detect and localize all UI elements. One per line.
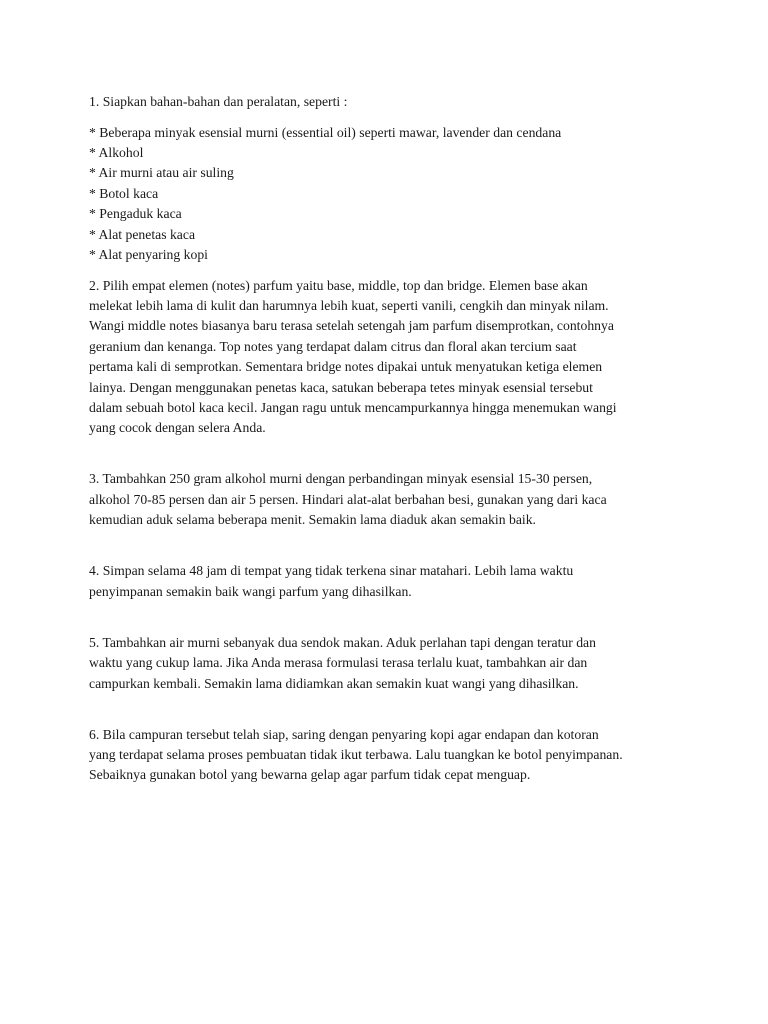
paragraph-line: geranium dan kenanga. Top notes yang terdapat dalam citrus dan floral akan tercium saat [89, 338, 577, 354]
paragraph-line: campurkan kembali. Semakin lama didiamkan akan semakin kuat wangi yang dihasilkan. [89, 675, 579, 691]
paragraph-line: Wangi middle notes biasanya baru terasa setelah setengah jam parfum disemprotkan, contohnya [89, 318, 614, 334]
paragraph-line: 4. Simpan selama 48 jam di tempat yang tidak terkena sinar matahari. Lebih lama waktu [89, 563, 574, 579]
paragraph-line: 6. Bila campuran tersebut telah siap, saring dengan penyaring kopi agar endapan dan kotoran [89, 726, 599, 742]
paragraph-line: waktu yang cukup lama. Jika Anda merasa formulasi terasa terlalu kuat, tambahkan air dan [89, 655, 588, 671]
paragraph-line: kemudian aduk selama beberapa menit. Semakin lama diaduk akan semakin baik. [89, 512, 536, 528]
ingredient-item: * Pengaduk kaca [89, 206, 182, 222]
step-1-intro: 1. Siapkan bahan-bahan dan peralatan, seperti : [89, 94, 348, 109]
ingredient-item: * Alat penetas kaca [89, 226, 196, 242]
paragraph-line: Sebaiknya gunakan botol yang bewarna gelap agar parfum tidak cepat menguap. [89, 767, 531, 783]
ingredient-item: * Beberapa minyak esensial murni (essential oil) seperti mawar, lavender dan cendana [89, 124, 562, 140]
paragraph-line: melekat lebih lama di kulit dan harumnya lebih kuat, seperti vanili, cengkih dan minyak nilam. [89, 298, 609, 314]
step-3-paragraph [89, 469, 689, 530]
paragraph-line: 2. Pilih empat elemen (notes) parfum yaitu base, middle, top dan bridge. Elemen base akan [89, 277, 588, 293]
paragraph-line: 3. Tambahkan 250 gram alkohol murni dengan perbandingan minyak esensial 15-30 persen, [89, 471, 593, 487]
ingredient-item: * Air murni atau air suling [89, 165, 234, 181]
ingredient-item: * Alkohol [89, 145, 144, 160]
paragraph-line: yang cocok dengan selera Anda. [89, 420, 266, 436]
step-6-paragraph [89, 725, 689, 786]
step-1-section [89, 92, 689, 265]
step-4-paragraph [89, 561, 689, 602]
paragraph-line: lainya. Dengan menggunakan penetas kaca, satukan beberapa tetes minyak esensial tersebut [89, 379, 593, 395]
step-5-paragraph [89, 633, 689, 694]
paragraph-line: alkohol 70-85 persen dan air 5 persen. Hindari alat-alat berbahan besi, gunakan yang dari kaca [89, 491, 607, 507]
paragraph-line: 5. Tambahkan air murni sebanyak dua sendok makan. Aduk perlahan tapi dengan teratur dan [89, 634, 596, 650]
paragraph-line: penyimpanan semakin baik wangi parfum yang dihasilkan. [89, 583, 412, 599]
ingredient-item: * Alat penyaring kopi [89, 247, 208, 263]
step-2-paragraph [89, 276, 689, 439]
paragraph-line: pertama kali di semprotkan. Sementara bridge notes dipakai untuk menyatukan ketiga elemen [89, 359, 603, 375]
paragraph-line: dalam sebuah botol kaca kecil. Jangan ragu untuk mencampurkannya hingga menemukan wangi [89, 400, 617, 416]
paragraph-line: yang terdapat selama proses pembuatan tidak ikut terbawa. Lalu tuangkan ke botol penyimpanan. [89, 746, 623, 762]
ingredient-item: * Botol kaca [89, 185, 159, 201]
document-body [89, 92, 689, 786]
